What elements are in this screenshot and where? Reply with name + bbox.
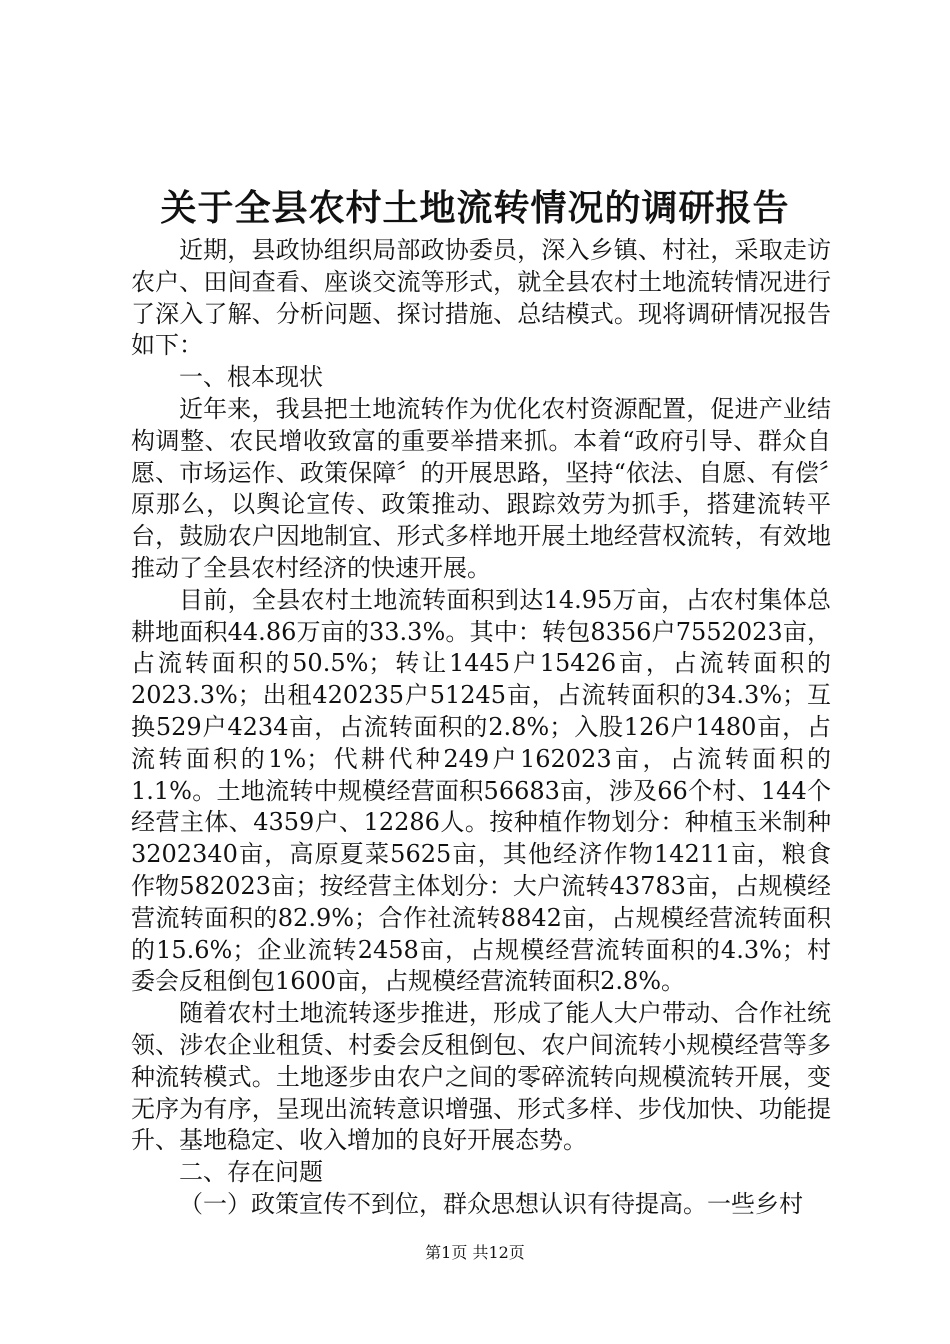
paragraph-intro: 近期，县政协组织局部政协委员，深入乡镇、村社，采取走访农户、田间查看、座谈交流等形式，就全县农村土地流转情况进行了深入了解、分析问题、探讨措施、总结模式。现将调研情况报告如下：: [131, 236, 831, 360]
page-footer: 第1页 共12页: [425, 1243, 525, 1262]
paragraph-issue-1: （一）政策宣传不到位，群众思想认识有待提高。一些乡村: [179, 1189, 803, 1218]
section-heading-1: 一、根本现状: [179, 363, 323, 392]
section-heading-2: 二、存在问题: [179, 1158, 323, 1187]
document-body: [131, 235, 831, 1221]
paragraph-overview: 近年来，我县把土地流转作为优化农村资源配置，促进产业结构调整、农民增收致富的重要举措来抓。本着“政府引导、群众自愿、市场运作、政策保障〞的开展思路，坚持“依法、自愿、有偿〞原那么，以舆论宣传、政策推动、跟踪效劳为抓手，搭建流转平台，鼓励农户因地制宜、形式多样地开展土地经营权流转，有效地推动了全县农村经济的快速开展。: [131, 394, 831, 582]
paragraph-statistics: 目前，全县农村土地流转面积到达14.95万亩，占农村集体总耕地面积44.86万亩的33.3%。其中：转包8356户7552023亩，占流转面积的50.5%；转让1445户15426亩，占流转面积的2023.3%；出租420235户51245亩，占流转面积的34.3%；互换529户4234亩，占流转面积的2.8%；入股126户1480亩，占流转面积的1%；代耕代种249户162023亩，占流转面积的1.1%。土地流转中规模经营面积56683亩，涉及66个村、144个经营主体、4359户、12286人。按种植作物划分：种植玉米制种3202340亩，高原夏菜5625亩，其他经济作物14211亩，粮食作物582023亩；按经营主体划分：大户流转43783亩，占规模经营流转面积的82.9%；合作社流转8842亩，占规模经营流转面积的15.6%；企业流转2458亩，占规模经营流转面积的4.3%；村委会反租倒包1600亩，占规模经营流转面积2.8%。: [131, 585, 831, 996]
paragraph-modes: 随着农村土地流转逐步推进，形成了能人大户带动、合作社统领、涉农企业租赁、村委会反租倒包、农户间流转小规模经营等多种流转模式。土地逐步由农户之间的零碎流转向规模流转开展，变无序为有序，呈现出流转意识增强、形式多样、步伐加快、功能提升、基地稳定、收入增加的良好开展态势。: [131, 999, 831, 1155]
document-title: 关于全县农村土地流转情况的调研报告: [160, 187, 790, 229]
